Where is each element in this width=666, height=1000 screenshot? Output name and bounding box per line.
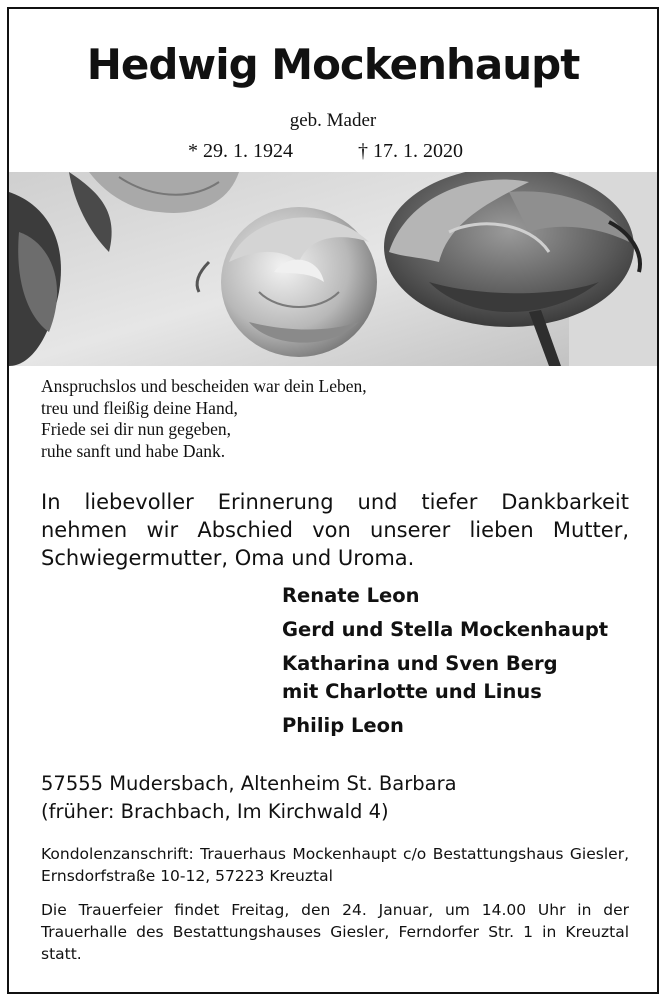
condolence-address: Kondolenzanschrift: Trauerhaus Mockenhaupt c/o Bestattungshaus Giesler, Ernsdorfstraße 10-12, 57223 Kreuztal [41, 845, 629, 885]
mourner-name: mit Charlotte und Linus [282, 680, 542, 703]
mourner-name: Gerd und Stella Mockenhaupt [282, 618, 609, 641]
deceased-name: Hedwig Mockenhaupt [86, 40, 580, 89]
mourner-name: Philip Leon [282, 714, 404, 737]
birth-date: * 29. 1. 1924 [188, 140, 293, 162]
funeral-info: Die Trauerfeier findet Freitag, den 24. Januar, um 14.00 Uhr in der Trauerhalle des Bestattungshauses Giesler, Ferndorfer Str. 1 in Kreuztal statt. [41, 901, 629, 963]
intro-text: In liebevoller Erinnerung und tiefer Dankbarkeit nehmen wir Abschied von unserer lieben Mutter, Schwiegermutter, Oma und Uroma. [41, 490, 629, 570]
poem [41, 376, 367, 462]
poem-line: Friede sei dir nun gegeben, [41, 419, 232, 439]
mourner-name: Katharina und Sven Berg [282, 652, 558, 675]
former-address-line: (früher: Brachbach, Im Kirchwald 4) [41, 800, 389, 823]
address-block [41, 770, 457, 826]
poem-line: Anspruchslos und bescheiden war dein Leben, [41, 376, 367, 396]
poem-line: ruhe sanft und habe Dank. [41, 440, 226, 461]
maiden-name: geb. Mader [289, 110, 377, 131]
mourner-name: Renate Leon [282, 584, 420, 607]
death-date: † 17. 1. 2020 [358, 140, 463, 162]
roses-photo [9, 172, 657, 366]
poem-line: treu und fleißig deine Hand, [41, 397, 238, 418]
address-line: 57555 Mudersbach, Altenheim St. Barbara [41, 772, 457, 795]
